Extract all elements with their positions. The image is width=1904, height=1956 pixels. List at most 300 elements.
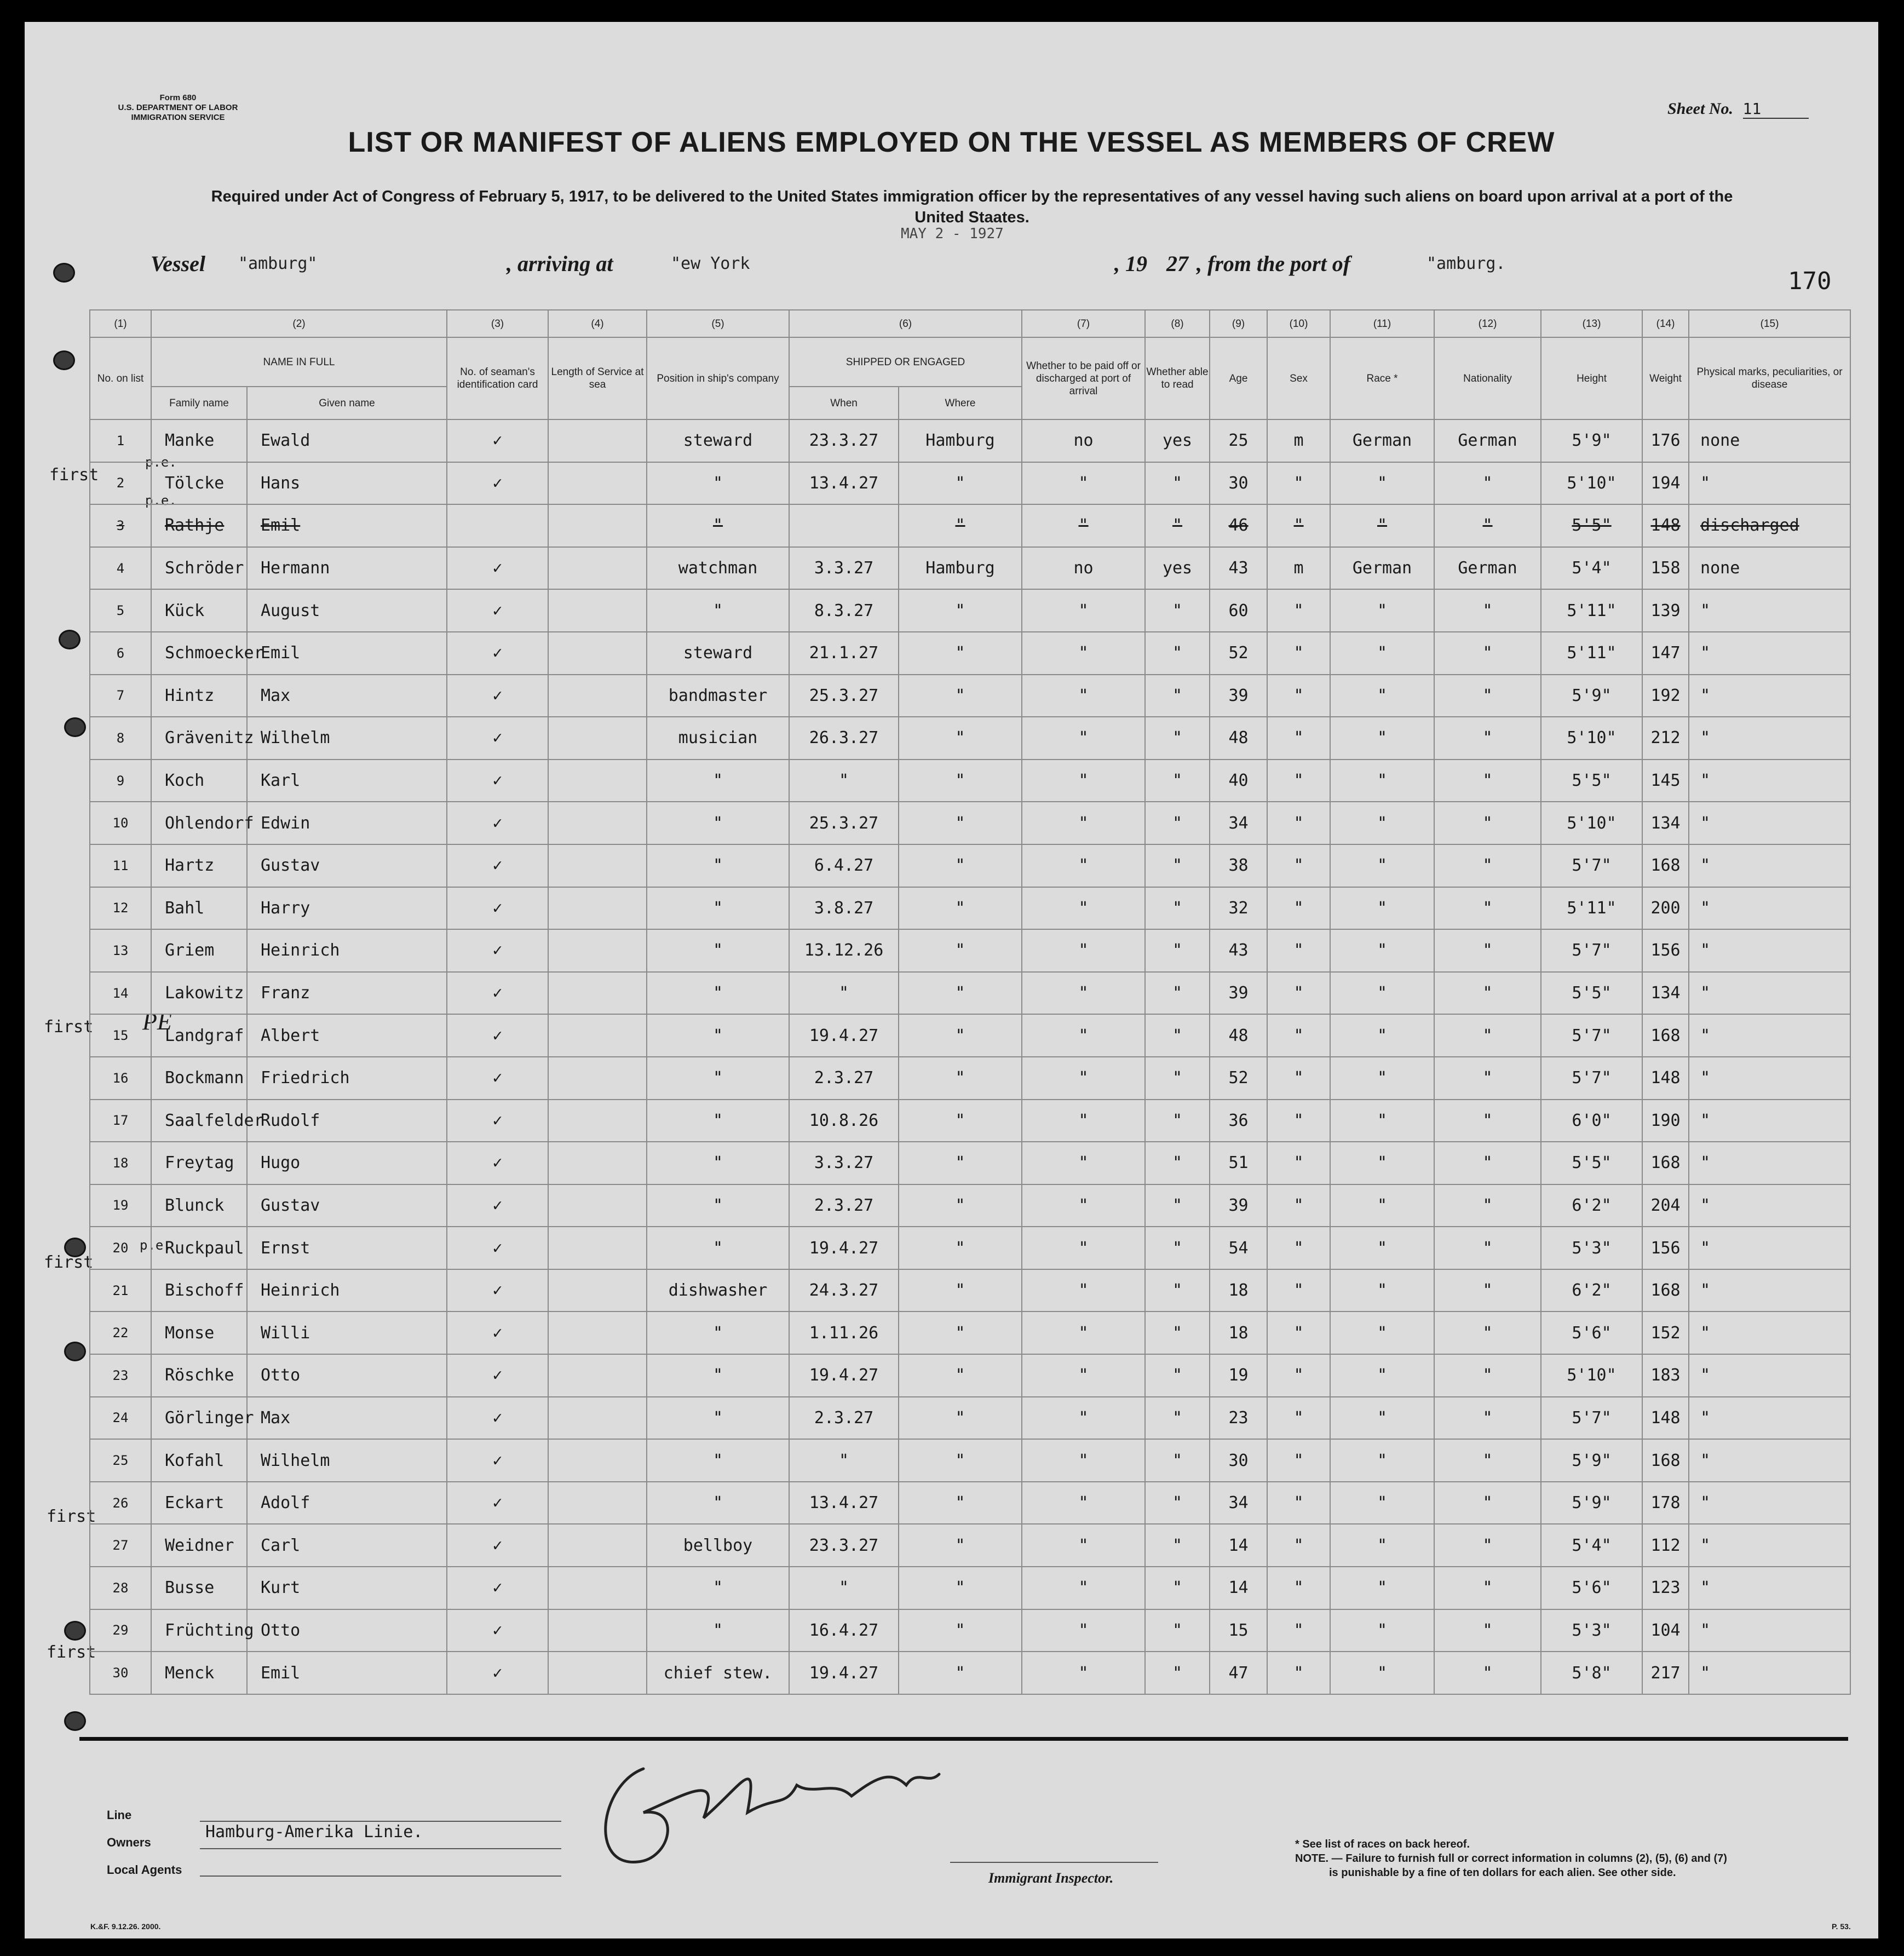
nationality: " bbox=[1434, 589, 1541, 632]
col-5-number: (5) bbox=[647, 310, 789, 337]
table-row bbox=[90, 462, 1850, 505]
age: 18 bbox=[1210, 1311, 1267, 1354]
height: 5'7" bbox=[1541, 1057, 1642, 1100]
nationality: " bbox=[1434, 929, 1541, 972]
family-name: Bockmann bbox=[151, 1057, 247, 1100]
height: 5'9" bbox=[1541, 1482, 1642, 1524]
able-to-read: " bbox=[1145, 1397, 1210, 1440]
age: 32 bbox=[1210, 887, 1267, 930]
table-row bbox=[90, 717, 1850, 760]
col-7-number: (7) bbox=[1022, 310, 1145, 337]
col-8-number: (8) bbox=[1145, 310, 1210, 337]
age: 36 bbox=[1210, 1100, 1267, 1142]
note-penalty-1: NOTE. — Failure to furnish full or correct information in columns (2), (5), (6) and (7) bbox=[1295, 1853, 1727, 1865]
race: " bbox=[1330, 632, 1434, 675]
shipped-when: 19.4.27 bbox=[789, 1652, 899, 1694]
physical-marks: none bbox=[1689, 419, 1850, 462]
sex: " bbox=[1267, 844, 1330, 887]
height: 5'7" bbox=[1541, 1014, 1642, 1057]
shipped-where: " bbox=[899, 1439, 1022, 1482]
row-number: 11 bbox=[90, 844, 151, 887]
shipped-when: " bbox=[789, 1439, 899, 1482]
paid-off: " bbox=[1022, 1014, 1145, 1057]
shipped-where: " bbox=[899, 929, 1022, 972]
weight: 178 bbox=[1642, 1482, 1689, 1524]
id-card-check: ✓ bbox=[447, 1482, 548, 1524]
table-row bbox=[90, 1269, 1850, 1312]
row-number: 25 bbox=[90, 1439, 151, 1482]
id-card-check: ✓ bbox=[447, 1354, 548, 1397]
vessel-value: "amburg" bbox=[238, 254, 318, 273]
age: 30 bbox=[1210, 462, 1267, 505]
sex: " bbox=[1267, 1609, 1330, 1652]
position: bandmaster bbox=[647, 675, 789, 717]
page-number: 170 bbox=[1788, 267, 1832, 295]
shipped-when: 13.4.27 bbox=[789, 1482, 899, 1524]
crew-rows bbox=[90, 419, 1850, 1694]
row-number: 19 bbox=[90, 1184, 151, 1227]
nationality: " bbox=[1434, 632, 1541, 675]
given-name: Heinrich bbox=[247, 1269, 447, 1312]
able-to-read: " bbox=[1145, 1567, 1210, 1609]
physical-marks: " bbox=[1689, 589, 1850, 632]
col-header-able-to-read: Whether able to read bbox=[1145, 337, 1210, 419]
sex: " bbox=[1267, 1439, 1330, 1482]
year-value: 27 bbox=[1166, 251, 1188, 276]
given-name: Carl bbox=[247, 1524, 447, 1567]
row-number: 28 bbox=[90, 1567, 151, 1609]
arriving-label: , arriving at bbox=[507, 251, 613, 276]
col-4-number: (4) bbox=[548, 310, 647, 337]
race: " bbox=[1330, 1057, 1434, 1100]
arriving-value: "ew York bbox=[671, 254, 750, 273]
race: " bbox=[1330, 1567, 1434, 1609]
shipped-when: 25.3.27 bbox=[789, 802, 899, 844]
table-row bbox=[90, 1439, 1850, 1482]
given-name: Adolf bbox=[247, 1482, 447, 1524]
row-number: 10 bbox=[90, 802, 151, 844]
given-name: Ernst bbox=[247, 1227, 447, 1269]
row-number: 24 bbox=[90, 1397, 151, 1440]
id-card-check: ✓ bbox=[447, 802, 548, 844]
weight: 148 bbox=[1642, 1057, 1689, 1100]
id-card-check: ✓ bbox=[447, 1609, 548, 1652]
race: " bbox=[1330, 1184, 1434, 1227]
nationality: German bbox=[1434, 547, 1541, 590]
length-of-service bbox=[548, 1354, 647, 1397]
able-to-read: " bbox=[1145, 1057, 1210, 1100]
given-name: Albert bbox=[247, 1014, 447, 1057]
nationality: " bbox=[1434, 887, 1541, 930]
given-name: Emil bbox=[247, 632, 447, 675]
weight: 134 bbox=[1642, 972, 1689, 1015]
col-header-id-card: No. of seaman's identification card bbox=[447, 337, 548, 419]
column-label-row bbox=[90, 337, 1850, 387]
manifest-page bbox=[25, 22, 1878, 1938]
shipped-where: " bbox=[899, 1397, 1022, 1440]
shipped-where: " bbox=[899, 1311, 1022, 1354]
age: 18 bbox=[1210, 1269, 1267, 1312]
shipped-where: " bbox=[899, 1354, 1022, 1397]
nationality: " bbox=[1434, 972, 1541, 1015]
length-of-service bbox=[548, 419, 647, 462]
col-header-given-name: Given name bbox=[247, 387, 447, 419]
paid-off: no bbox=[1022, 419, 1145, 462]
table-row bbox=[90, 504, 1850, 547]
height: 5'7" bbox=[1541, 1397, 1642, 1440]
sex: " bbox=[1267, 1397, 1330, 1440]
family-name: Bischoff bbox=[151, 1269, 247, 1312]
physical-marks: " bbox=[1689, 1184, 1850, 1227]
id-card-check: ✓ bbox=[447, 675, 548, 717]
row-number: 12 bbox=[90, 887, 151, 930]
height: 5'9" bbox=[1541, 675, 1642, 717]
position: dishwasher bbox=[647, 1269, 789, 1312]
row-number: 5 bbox=[90, 589, 151, 632]
given-name: Hermann bbox=[247, 547, 447, 590]
age: 38 bbox=[1210, 844, 1267, 887]
height: 6'2" bbox=[1541, 1269, 1642, 1312]
weight: 168 bbox=[1642, 1269, 1689, 1312]
family-name: Weidner bbox=[151, 1524, 247, 1567]
weight: 112 bbox=[1642, 1524, 1689, 1567]
nationality: " bbox=[1434, 760, 1541, 802]
position: " bbox=[647, 1227, 789, 1269]
age: 48 bbox=[1210, 1014, 1267, 1057]
height: 5'3" bbox=[1541, 1227, 1642, 1269]
owners-blank bbox=[200, 1848, 561, 1849]
row-number: 27 bbox=[90, 1524, 151, 1567]
age: 43 bbox=[1210, 929, 1267, 972]
family-name: Busse bbox=[151, 1567, 247, 1609]
sex: " bbox=[1267, 1311, 1330, 1354]
agents-label: Local Agents bbox=[107, 1863, 182, 1877]
table-row bbox=[90, 1100, 1850, 1142]
able-to-read: " bbox=[1145, 504, 1210, 547]
race: " bbox=[1330, 1142, 1434, 1184]
shipped-where: " bbox=[899, 1227, 1022, 1269]
able-to-read: " bbox=[1145, 844, 1210, 887]
age: 47 bbox=[1210, 1652, 1267, 1694]
race: " bbox=[1330, 504, 1434, 547]
row-number: 16 bbox=[90, 1057, 151, 1100]
margin-note-first: first bbox=[49, 465, 99, 485]
age: 51 bbox=[1210, 1142, 1267, 1184]
shipped-when: 19.4.27 bbox=[789, 1014, 899, 1057]
table-row bbox=[90, 547, 1850, 590]
id-card-check: ✓ bbox=[447, 1100, 548, 1142]
table-row bbox=[90, 972, 1850, 1015]
col-header-race: Race * bbox=[1330, 337, 1434, 419]
paid-off: " bbox=[1022, 929, 1145, 972]
shipped-when: 13.4.27 bbox=[789, 462, 899, 505]
physical-marks: " bbox=[1689, 1014, 1850, 1057]
able-to-read: " bbox=[1145, 675, 1210, 717]
col-6-number: (6) bbox=[789, 310, 1022, 337]
able-to-read: " bbox=[1145, 1184, 1210, 1227]
paid-off: " bbox=[1022, 1057, 1145, 1100]
note-penalty-2: is punishable by a fine of ten dollars for each alien. See other side. bbox=[1329, 1867, 1676, 1879]
shipped-when: 19.4.27 bbox=[789, 1227, 899, 1269]
sex: " bbox=[1267, 504, 1330, 547]
given-name: Edwin bbox=[247, 802, 447, 844]
race: " bbox=[1330, 1652, 1434, 1694]
table-row bbox=[90, 419, 1850, 462]
family-name: Monse bbox=[151, 1311, 247, 1354]
given-name: Gustav bbox=[247, 1184, 447, 1227]
position: chief stew. bbox=[647, 1652, 789, 1694]
sex: " bbox=[1267, 1567, 1330, 1609]
able-to-read: " bbox=[1145, 1609, 1210, 1652]
able-to-read: " bbox=[1145, 1269, 1210, 1312]
position: " bbox=[647, 1311, 789, 1354]
physical-marks: " bbox=[1689, 1227, 1850, 1269]
sheet-number bbox=[1667, 100, 1809, 119]
weight: 123 bbox=[1642, 1567, 1689, 1609]
physical-marks: discharged bbox=[1689, 504, 1850, 547]
race: German bbox=[1330, 419, 1434, 462]
race: " bbox=[1330, 844, 1434, 887]
paid-off: " bbox=[1022, 1184, 1145, 1227]
age: 39 bbox=[1210, 1184, 1267, 1227]
inspector-label: Immigrant Inspector. bbox=[988, 1870, 1114, 1886]
table-row bbox=[90, 1184, 1850, 1227]
physical-marks: " bbox=[1689, 462, 1850, 505]
weight: 204 bbox=[1642, 1184, 1689, 1227]
family-name: Blunck bbox=[151, 1184, 247, 1227]
family-name: Schröder bbox=[151, 547, 247, 590]
col-header-paid-off: Whether to be paid off or discharged at port of arrival bbox=[1022, 337, 1145, 419]
sex: " bbox=[1267, 1014, 1330, 1057]
table-row bbox=[90, 1057, 1850, 1100]
physical-marks: " bbox=[1689, 1567, 1850, 1609]
id-card-check bbox=[447, 504, 548, 547]
length-of-service bbox=[548, 504, 647, 547]
length-of-service bbox=[548, 929, 647, 972]
row-number: 22 bbox=[90, 1311, 151, 1354]
row-number: 26 bbox=[90, 1482, 151, 1524]
id-card-check: ✓ bbox=[447, 760, 548, 802]
able-to-read: " bbox=[1145, 632, 1210, 675]
owners-value: Hamburg-Amerika Linie. bbox=[205, 1822, 423, 1842]
family-name: Manke bbox=[151, 419, 247, 462]
age: 34 bbox=[1210, 802, 1267, 844]
race: " bbox=[1330, 929, 1434, 972]
able-to-read: " bbox=[1145, 1354, 1210, 1397]
family-name: Menck bbox=[151, 1652, 247, 1694]
nationality: " bbox=[1434, 1057, 1541, 1100]
sex: " bbox=[1267, 1100, 1330, 1142]
table-row bbox=[90, 675, 1850, 717]
able-to-read: " bbox=[1145, 972, 1210, 1015]
table-row bbox=[90, 1311, 1850, 1354]
crew-manifest-table bbox=[89, 309, 1851, 1695]
shipped-where: Hamburg bbox=[899, 419, 1022, 462]
able-to-read: " bbox=[1145, 1227, 1210, 1269]
age: 30 bbox=[1210, 1439, 1267, 1482]
col-header-weight: Weight bbox=[1642, 337, 1689, 419]
sex: " bbox=[1267, 1269, 1330, 1312]
col-header-where: Where bbox=[899, 387, 1022, 419]
shipped-when: 24.3.27 bbox=[789, 1269, 899, 1312]
physical-marks: " bbox=[1689, 760, 1850, 802]
binder-hole bbox=[64, 717, 86, 737]
table-row bbox=[90, 589, 1850, 632]
row-number: 21 bbox=[90, 1269, 151, 1312]
length-of-service bbox=[548, 1057, 647, 1100]
length-of-service bbox=[548, 1482, 647, 1524]
weight: 147 bbox=[1642, 632, 1689, 675]
id-card-check: ✓ bbox=[447, 1184, 548, 1227]
physical-marks: " bbox=[1689, 972, 1850, 1015]
row-number: 17 bbox=[90, 1100, 151, 1142]
age: 48 bbox=[1210, 717, 1267, 760]
col-1-number: (1) bbox=[90, 310, 151, 337]
shipped-where: " bbox=[899, 1184, 1022, 1227]
shipped-where: " bbox=[899, 844, 1022, 887]
race: " bbox=[1330, 1354, 1434, 1397]
date-stamp: MAY 2 - 1927 bbox=[901, 226, 1004, 242]
given-name: Ewald bbox=[247, 419, 447, 462]
shipped-when: 26.3.27 bbox=[789, 717, 899, 760]
table-row bbox=[90, 1524, 1850, 1567]
age: 39 bbox=[1210, 972, 1267, 1015]
weight: 190 bbox=[1642, 1100, 1689, 1142]
print-code-left: K.&F. 9.12.26. 2000. bbox=[90, 1922, 161, 1931]
age: 40 bbox=[1210, 760, 1267, 802]
physical-marks: " bbox=[1689, 675, 1850, 717]
paid-off: " bbox=[1022, 1524, 1145, 1567]
binder-hole bbox=[64, 1342, 86, 1361]
col-header-no-on-list: No. on list bbox=[90, 337, 151, 419]
margin-note-first: first bbox=[47, 1643, 96, 1662]
shipped-when: 3.8.27 bbox=[789, 887, 899, 930]
weight: 152 bbox=[1642, 1311, 1689, 1354]
given-name: August bbox=[247, 589, 447, 632]
id-card-check: ✓ bbox=[447, 462, 548, 505]
family-name: Kofahl bbox=[151, 1439, 247, 1482]
sex: " bbox=[1267, 717, 1330, 760]
weight: 168 bbox=[1642, 844, 1689, 887]
row-number: 29 bbox=[90, 1609, 151, 1652]
position: " bbox=[647, 844, 789, 887]
position: " bbox=[647, 1354, 789, 1397]
id-card-check: ✓ bbox=[447, 844, 548, 887]
given-name: Emil bbox=[247, 1652, 447, 1694]
weight: 176 bbox=[1642, 419, 1689, 462]
race: " bbox=[1330, 1014, 1434, 1057]
binder-hole bbox=[64, 1711, 86, 1731]
length-of-service bbox=[548, 589, 647, 632]
height: 5'11" bbox=[1541, 887, 1642, 930]
family-name: Kück bbox=[151, 589, 247, 632]
table-row bbox=[90, 887, 1850, 930]
length-of-service bbox=[548, 1609, 647, 1652]
col-header-position: Position in ship's company bbox=[647, 337, 789, 419]
shipped-where: " bbox=[899, 1524, 1022, 1567]
able-to-read: " bbox=[1145, 1142, 1210, 1184]
given-name: Wilhelm bbox=[247, 717, 447, 760]
family-name: Freytag bbox=[151, 1142, 247, 1184]
given-name: Willi bbox=[247, 1311, 447, 1354]
able-to-read: " bbox=[1145, 1311, 1210, 1354]
race: " bbox=[1330, 675, 1434, 717]
physical-marks: " bbox=[1689, 1311, 1850, 1354]
length-of-service bbox=[548, 802, 647, 844]
row-number: 30 bbox=[90, 1652, 151, 1694]
margin-note-pe-handwritten: PE bbox=[142, 1008, 172, 1035]
id-card-check: ✓ bbox=[447, 972, 548, 1015]
family-name: Eckart bbox=[151, 1482, 247, 1524]
race: " bbox=[1330, 1311, 1434, 1354]
shipped-when: 3.3.27 bbox=[789, 1142, 899, 1184]
table-row bbox=[90, 1652, 1850, 1694]
race: " bbox=[1330, 589, 1434, 632]
table-row bbox=[90, 929, 1850, 972]
age: 19 bbox=[1210, 1354, 1267, 1397]
length-of-service bbox=[548, 462, 647, 505]
shipped-when: 16.4.27 bbox=[789, 1609, 899, 1652]
table-row bbox=[90, 1227, 1850, 1269]
row-number: 23 bbox=[90, 1354, 151, 1397]
nationality: " bbox=[1434, 1184, 1541, 1227]
family-name: Tölcke bbox=[151, 462, 247, 505]
paid-off: " bbox=[1022, 802, 1145, 844]
shipped-where: " bbox=[899, 1014, 1022, 1057]
given-name: Hans bbox=[247, 462, 447, 505]
row-number: 6 bbox=[90, 632, 151, 675]
nationality: " bbox=[1434, 1567, 1541, 1609]
nationality: " bbox=[1434, 504, 1541, 547]
physical-marks: " bbox=[1689, 929, 1850, 972]
page-title: LIST OR MANIFEST OF ALIENS EMPLOYED ON THE VESSEL AS MEMBERS OF CREW bbox=[348, 126, 1555, 158]
binder-hole bbox=[59, 630, 80, 649]
given-name: Franz bbox=[247, 972, 447, 1015]
physical-marks: " bbox=[1689, 1524, 1850, 1567]
paid-off: " bbox=[1022, 1652, 1145, 1694]
shipped-when: 2.3.27 bbox=[789, 1184, 899, 1227]
able-to-read: " bbox=[1145, 760, 1210, 802]
form-header bbox=[85, 93, 271, 123]
race: " bbox=[1330, 1609, 1434, 1652]
col-header-sex: Sex bbox=[1267, 337, 1330, 419]
bottom-rule bbox=[79, 1737, 1848, 1741]
paid-off: " bbox=[1022, 632, 1145, 675]
weight: 168 bbox=[1642, 1142, 1689, 1184]
nationality: " bbox=[1434, 675, 1541, 717]
table-row bbox=[90, 1397, 1850, 1440]
age: 14 bbox=[1210, 1524, 1267, 1567]
weight: 183 bbox=[1642, 1354, 1689, 1397]
row-number: 18 bbox=[90, 1142, 151, 1184]
position: " bbox=[647, 1142, 789, 1184]
physical-marks: " bbox=[1689, 1482, 1850, 1524]
shipped-when: 6.4.27 bbox=[789, 844, 899, 887]
nationality: " bbox=[1434, 462, 1541, 505]
given-name: Max bbox=[247, 675, 447, 717]
sex: " bbox=[1267, 1142, 1330, 1184]
position: " bbox=[647, 929, 789, 972]
able-to-read: " bbox=[1145, 1524, 1210, 1567]
id-card-check: ✓ bbox=[447, 717, 548, 760]
id-card-check: ✓ bbox=[447, 632, 548, 675]
sheet-label: Sheet No. bbox=[1667, 100, 1733, 118]
margin-note-pe: p.e. bbox=[145, 493, 177, 508]
col-header-nationality: Nationality bbox=[1434, 337, 1541, 419]
sex: " bbox=[1267, 1354, 1330, 1397]
able-to-read: " bbox=[1145, 929, 1210, 972]
sex: " bbox=[1267, 1482, 1330, 1524]
